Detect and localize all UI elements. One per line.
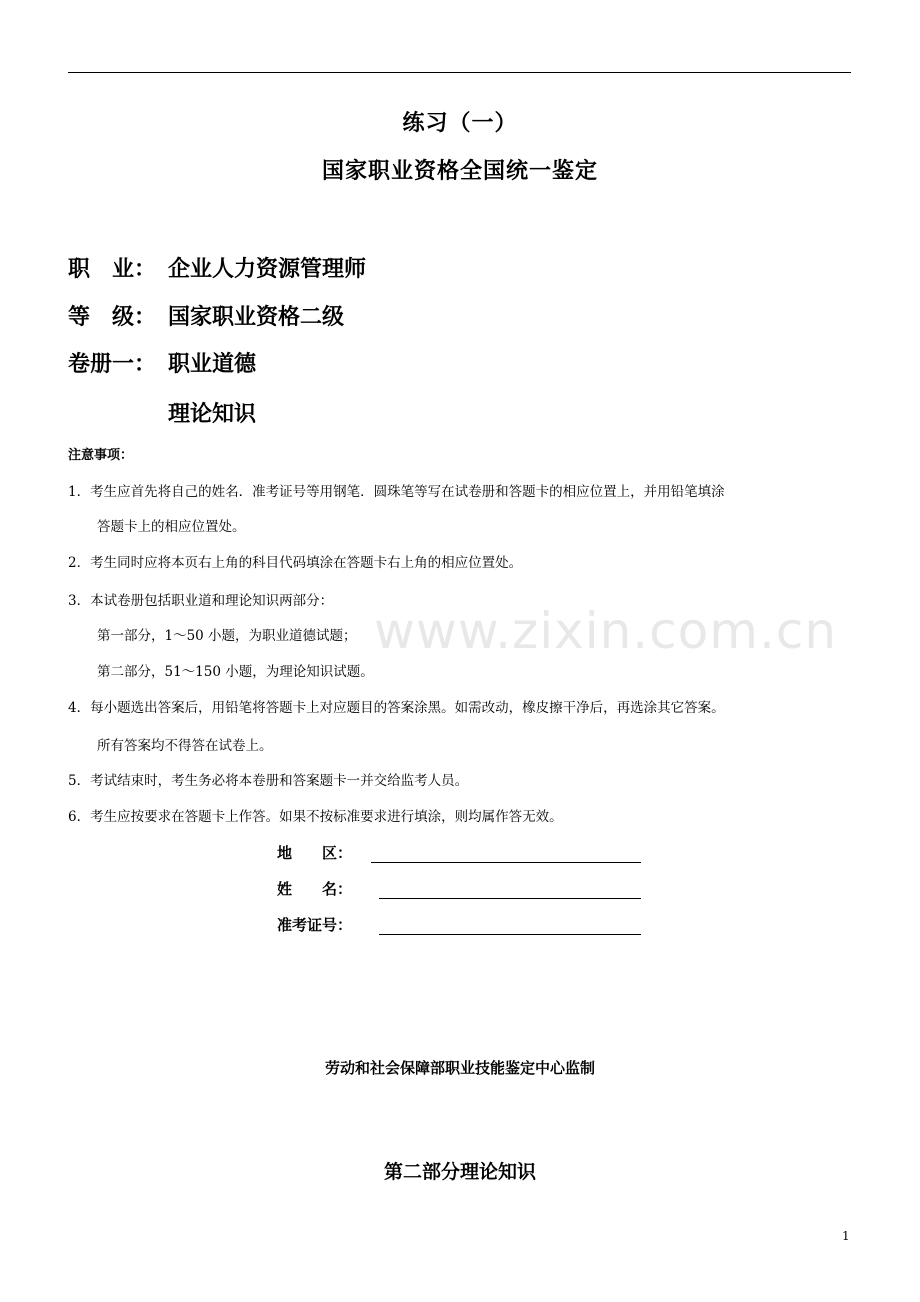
note-3: 3．本试卷册包括职业道和理论知识两部分： <box>68 593 334 609</box>
note-6: 6．考生应按要求在答题卡上作答。如果不按标准要求进行填涂，则均属作答无效。 <box>68 809 563 825</box>
region-label: 地 区： <box>277 844 353 862</box>
exam-number-blank-line[interactable] <box>379 920 641 935</box>
note-4-continued: 所有答案均不得答在试卷上。 <box>97 738 273 754</box>
level-label: 等 级： <box>68 304 157 330</box>
occupation-value: 企业人力资源管理师 <box>168 256 367 282</box>
document-title: 练习（一） <box>402 110 518 136</box>
note-3-part-1: 第一部分，1～50 小题，为职业道德试题； <box>97 628 357 644</box>
note-5: 5．考试结束时，考生务必将本卷册和答案题卡一并交给监考人员。 <box>68 773 469 789</box>
region-fill-field <box>277 842 641 863</box>
name-fill-field <box>277 878 641 899</box>
note-1-continued: 答题卡上的相应位置处。 <box>97 519 246 535</box>
note-1: 1．考生应首先将自己的姓名．准考证号等用钢笔．圆珠笔等写在试卷册和答题卡的相应位置上，并用铅笔填涂 <box>68 484 725 500</box>
exam-number-label: 准考证号： <box>277 916 353 934</box>
note-2: 2．考生同时应将本页右上角的科目代码填涂在答题卡右上角的相应位置处。 <box>68 555 523 571</box>
note-4: 4．每小题选出答案后，用铅笔将答题卡上对应题目的答案涂黑。如需改动，橡皮擦干净后，再选涂其它答案。 <box>68 700 725 716</box>
note-3-part-2: 第二部分，51～150 小题，为理论知识试题。 <box>97 664 374 680</box>
supervisor-text: 劳动和社会保障部职业技能鉴定中心监制 <box>324 1059 595 1077</box>
page-number: 1 <box>842 1229 850 1243</box>
watermark: www.zixin.com.cn <box>374 602 838 660</box>
section-title: 第二部分理论知识 <box>383 1161 536 1183</box>
level-value: 国家职业资格二级 <box>168 304 345 330</box>
volume-label: 卷册一： <box>68 351 157 377</box>
exam-number-fill-field <box>277 914 641 935</box>
volume-value: 职业道德 <box>168 351 257 377</box>
name-blank-line[interactable] <box>379 884 641 899</box>
level-field <box>68 300 344 331</box>
volume-subtitle: 理论知识 <box>168 401 257 427</box>
occupation-field <box>68 252 366 283</box>
region-blank-line[interactable] <box>371 848 641 863</box>
occupation-label: 职 业： <box>68 256 157 282</box>
document-subtitle: 国家职业资格全国统一鉴定 <box>321 158 598 184</box>
notes-heading: 注意事项： <box>68 448 134 463</box>
name-label: 姓 名： <box>277 880 353 898</box>
volume-field <box>68 347 256 378</box>
header-rule <box>68 72 851 73</box>
